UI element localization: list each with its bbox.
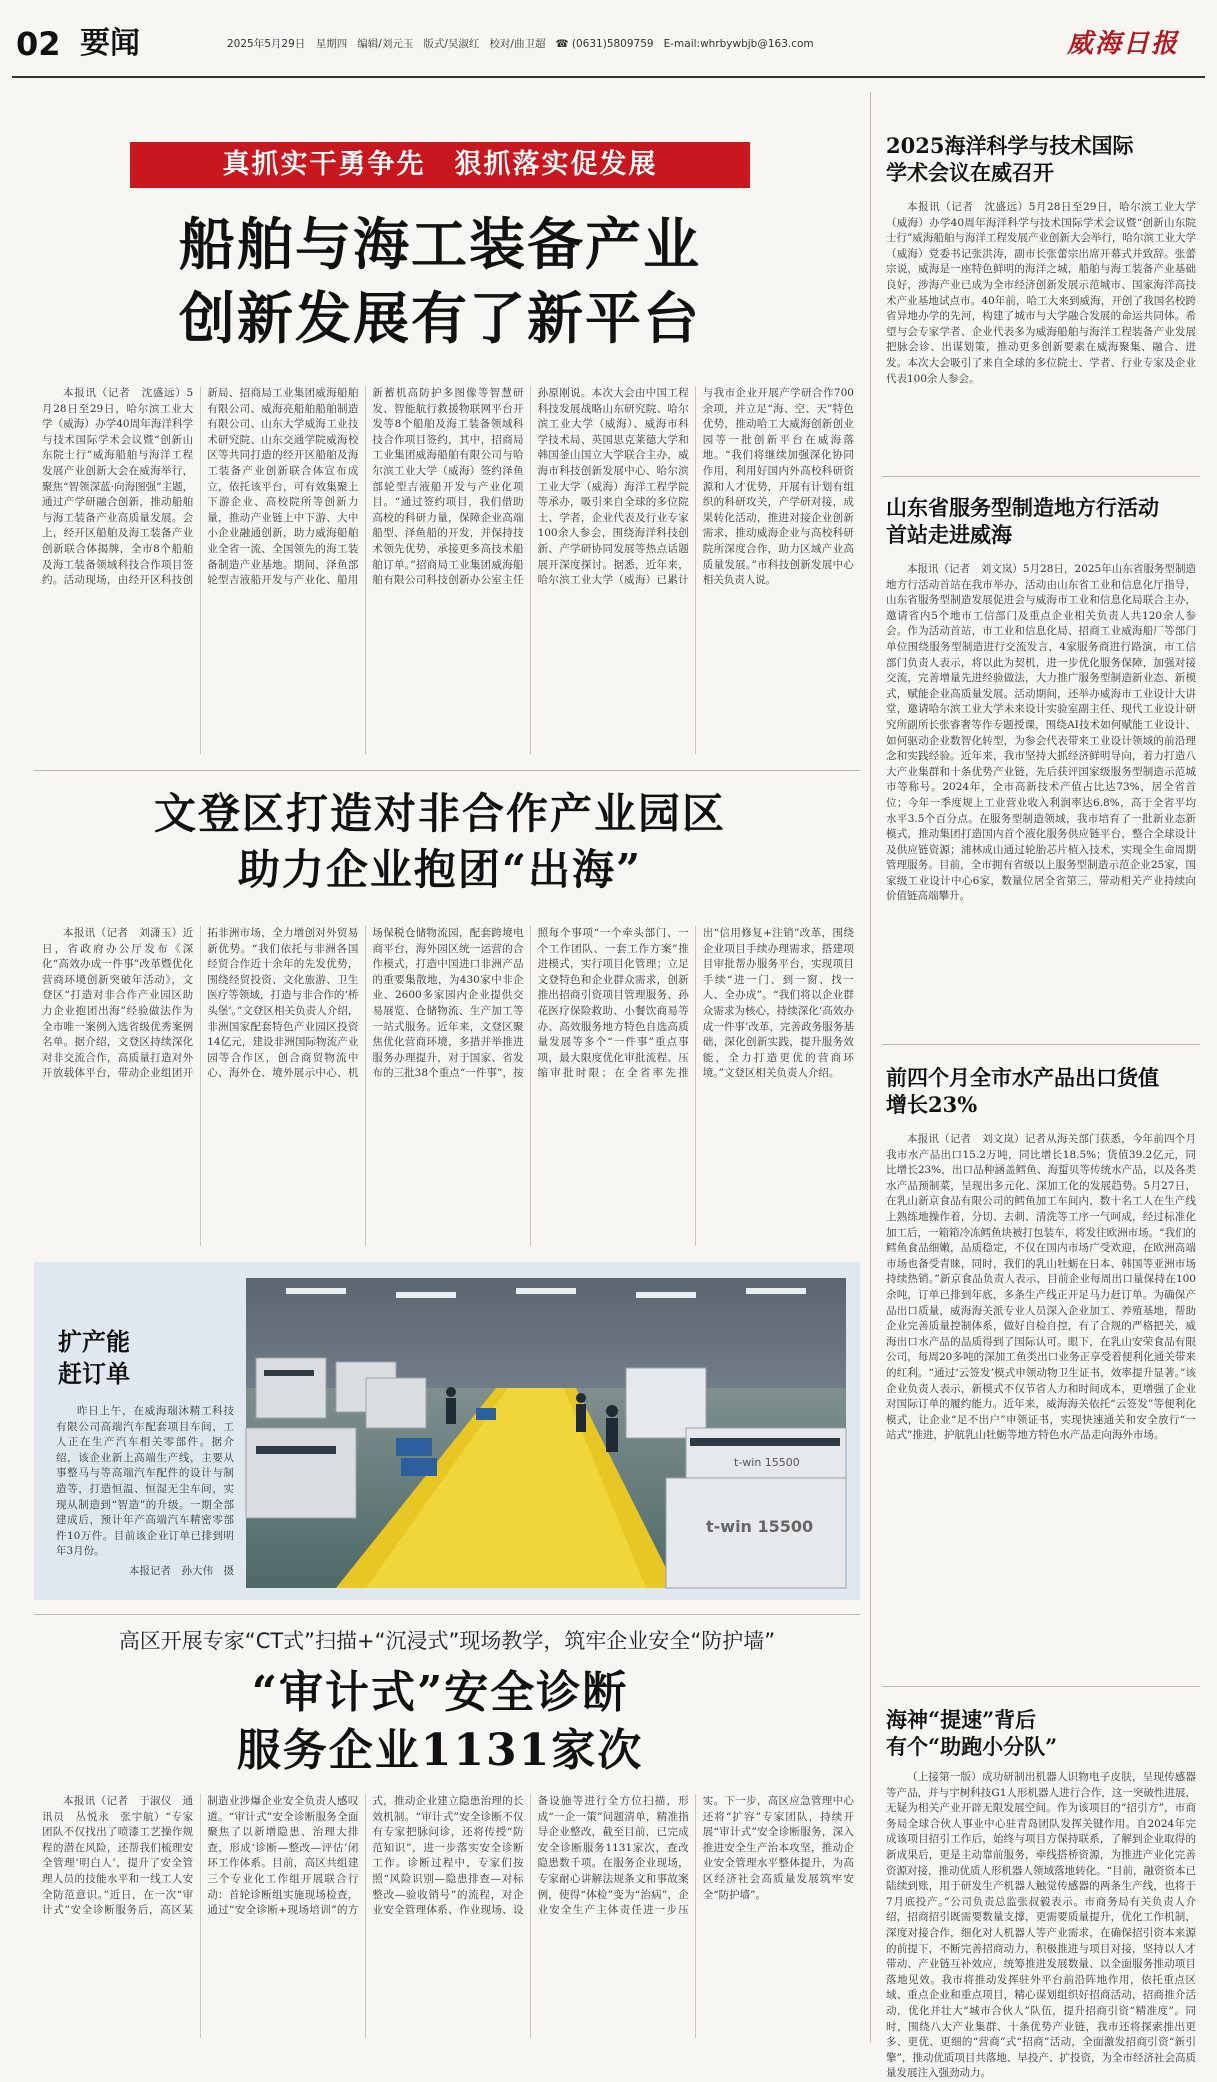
sidebar-divider-2 (882, 1044, 1200, 1045)
side4-body: （上接第一版）成功研制出机器人识物电子皮肤，呈现传感器等产品，并与宇树科技G1人形机器人进行合作，这一突破性进展，无疑为相关产业开辟无限发展空间。作为该项目的“招引方”，市商务局全球合伙人事业中心驻青岛团队发挥关键作用。自2024年完成该项目招引工作后，始终与项目方保持联系，了解到企业取得的新成果后，更是主动靠前服务，牵线搭桥资源，为推进产业化完善资源对接，推动优质人形机器人领域落地转化。“目前，融资资本已陆续到账，用于研发生产机器人触觉传感器的两条生产线，也将于7月底投产。”公司负责总监张叔毅表示。市商务局有关负责人介绍，招商招引既需要数量支撑，更需要质量提升，优化工作机制，深度对接合作，细化对人机器人等产业需求，在确保招引资本来源的前提下，不断完善招商动力，积极推进与项目对接，坚持以人才带动、产业链互补效应，统筹推进发展数量、以全面服务推动项目落地见效。我市将推动发挥驻外平台前沿阵地作用，依托重点区域、重点企业和重点项目，精心谋划组织好招商活动，招商推介活动，优化并壮大“城市合伙人”队伍，提升招商引资“精准度”。同时，围绕八大产业集群、十条优势产业链，我市还将探索推出更多、更优、更细的“营商”式“招商”活动，全面激发招商引资“新引擎”，推动优质项目共落地、早投产、扩投资，为全市经济社会高质量发展注入强劲动力。 (886, 1771, 1196, 2080)
side3-title-line1: 前四个月全市水产品出口货值 (886, 1065, 1159, 1090)
page-header (12, 14, 1205, 74)
machine-label-2: t-win 15500 (706, 1517, 814, 1536)
article2-title (60, 786, 820, 898)
side3-body: 本报讯（记者 刘文岚）记者从海关部门获悉，今年前四个月我市水产品出口15.2万吨，同比增长18.5%；货值39.2亿元，同比增长23%，出口品种涵盖鳕鱼、海蜇贝等传统水产品，以及各类水产品预制菜，呈现出多元化、深加工化的发展趋势。5月27日，在乳山新京食品有限公司的鳕鱼加工车间内，数十名工人在生产线上熟练地操作着，分切、去刺、清洗等工序一气呵成，经过标准化加工后，一箱箱冷冻鳕鱼块被打包装车，将发往欧洲市场。“我们的鳕鱼食品细嫩，品质稳定，不仅在国内市场广受欢迎，在欧洲高端市场也备受青睐，同时，我们的乳山牡蛎在日本、韩国等亚洲市场持续热销。”新京食品负责人表示，目前企业每周出口量保持在100余吨，订单已排到年底，多条生产线正开足马力赶订单。为确保产品出口质量，威海海关派专业人员深入企业加工、养殖基地，帮助企业完善质量控制体系，做好自检自控，有了合规的严格把关，威海出口水产品的品质得到了国际认可。眼下，在乳山安荣食品有限公司，每周20多吨的深加工鱼类出口业务正享受着便利化通关带来的红利。“通过‘云签发’模式申领动物卫生证书，效率提升显著。”该企业负责人表示，新模式不仅节省人力和时间成本，更增强了企业对国际订单的履约能力。近年来，威海海关依托“云签发”等便利化模式，让企业“足不出户”申领证书，实现快速通关和安全放行“一站式”推进，护航乳山牡蛎等地方特色水产品走向海外市场。 (886, 1133, 1196, 1442)
sidebar-story-4 (886, 1706, 1196, 2080)
article2-title-line2: 助力企业抱团“出海” (237, 845, 643, 894)
phone: (0631)5809759 (571, 38, 654, 50)
side3-title (886, 1064, 1196, 1118)
side1-title (886, 132, 1196, 186)
side3-title-line2: 增长23% (886, 1092, 978, 1117)
side2-body: 本报讯（记者 刘文岚）5月28日，2025年山东省服务型制造地方行活动首站在我市举办，活动由山东省工业和信息化厅指导，山东省服务型制造发展促进会与威海市工业和信息化局联合主办，邀请省内5个地市工信部门及重点企业相关负责人共120余人参会。作为活动首站，市工业和信息化局、招商工业威海船厂等部门单位围绕服务型制造进行交流发言，4家服务商进行路演，市工信部门负责人表示，将以此为契机，进一步优化服务保障，加强对接交流，完善增量先进经验做法，大力推广服务型制造新业态、新模式，赋能企业高质量发展。活动期间，还举办威海市工业设计大讲堂，邀请哈尔滨工业大学未来设计实验室副主任、现代工业设计研究所副所长张睿奢等作专题授课，围绕AI技术如何赋能工业设计、如何驱动企业数智化转型，为参会代表带来工业设计领域的前沿理念和实践经验。近年来，我市坚持大抓经济鲜明导向，着力打造八大产业集群和十条优势产业链，先后获评国家级服务型制造示范城市等称号。2024年，全市高新技术产值占比达73%，居全省首位；今年一季度规上工业营业收入利润率达6.8%，高于全省平均水平3.5个百分点。在服务型制造领域，我市培育了一批新业态新模式，推动集团打造国内首个液化服务供应链平台，整合全球设计及供应链资源；浦林成山通过轮胎芯片植入技术，实现全生命周期管理服务。目前，全市拥有省级以上服务型制造示范企业25家，国家级工业设计中心6家，数量位居全省第三，带动相关产业持续向价值链高端攀升。 (886, 563, 1196, 903)
header-rule (12, 76, 1205, 78)
article2-body: 本报讯（记者 刘潇玉）近日，省政府办公厅发布《深化“高效办成一件事”改革暨优化营商环境创新突破年活动》，文登区“打造对非合作产业园区助力企业抱团出海”经验做法作为全市唯一案例入选省级优秀案例名单。据介绍，文登区持续深化对非交流合作，高质量打造对外开放载体平台，带动企业组团开拓非洲市场，全力增创对外贸易新优势。“我们依托与非洲各国经贸合作近十余年的先发优势，围绕经贸投资、文化旅游、卫生医疗等领域，打造与非合作的‘桥头堡’。”文登区相关负责人介绍，非洲国家配套特色产业园区投资14亿元，建设非洲国际物流产业园等合作区，创合商贸物流中心、海外仓、境外展示中心、机场保税仓储物流园，配套跨境电商平台，海外园区统一运营的合作模式，打造中国进口非洲产品的重要集散地，为430家中非企业、2600多家园内企业提供交易展览、仓储物流、生产加工等一站式服务。近年来，文登区聚焦优化营商环境，多措并举推进服务办理提升，对于国家、省发布的三批38个重点“一件事”，按照每个事项“一个牵头部门、一个工作团队、一套工作方案”推进模式，实行项目化管理；立足文登特色和企业群众需求，创新推出招商引资项目管理服务、孙花医疗保险救助、小餐饮商易等办、高效服务地方特色自选高质量发展等多个“一件事”重点事项，最大限度优化审批流程、压缩审批时限；在全省率先推出“信用修复+注销”改革，围绕企业项目手续办理需求，搭建项目审批帮办服务平台，实现项目手续“进一门、到一窗、找一人、全办成”。“我们将以企业群众需求为核心，持续深化‘高效办成一件事’改革，完善政务服务基础，深化创新实践，提升服务效能，全力打造更优的营商环境。”文登区相关负责人介绍。 (42, 927, 854, 1080)
layout-editor: 版式/吴淑红 (423, 38, 480, 50)
side2-title-line1: 山东省服务型制造地方行活动 (886, 495, 1159, 520)
header-meta (227, 36, 814, 52)
article1-title-line1: 船舶与海工装备产业 (179, 212, 701, 278)
article1-body: 本报讯（记者 沈盛远）5月28日至29日，哈尔滨工业大学（威海）办学40周年海洋科学与技术国际学术会议暨“创新山东院士行”威海船舶与海洋工程发展产业创新大会在威海举行，聚焦“智领深蓝·向海图强”主题，通过产学研融合创新，推动船舶与海工装备产业高质量发展。会上，经开区船舶及海工装备产业创新联合体揭牌，全市8个船舶及海工装备领域科技合作项目签约。活动现场，由经开区科技创新局、招商局工业集团威海船舶有限公司、威海亮船舶船舶制造有限公司、山东大学威海工业技术研究院、山东交通学院威海校区等共同打造的经开区船舶及海工装备产业创新联合体宣布成立，依托该平台，可有效集聚上下游企业、高校院所等创新力量，推动产业链上中下游、大中小企业融通创新，助力威海船舶业全省一流、全国领先的海工装备制造产业基地。期间，泽鱼部轮型吉液船开发与产业化、船用新蓄机高防护多图像等智慧研发、智能航行救援物联网平台开发等8个船舶及海工装备领域科技合作项目签约，其中，招商局工业集团威海船舶有限公司与哈尔滨工业大学（威海）签约泽鱼部轮型吉液船开发与产业化项目。“通过签约项目，我们借助高校的科研力量，保障企业高端船型、泽鱼船的开发，并保持技术领先优势，承接更多高技术船舶订单。”招商局工业集团威海船舶有限公司科技创新办公室主任孙原刚说。本次大会由中国工程科技发展战略山东研究院、哈尔滨工业大学（威海）、威海市科学技术局、英国思克莱德大学和韩国釜山国立大学联合主办，威海市科技创新发展中心、哈尔滨工业大学（威海）海洋工程学院等承办，吸引来自全球的多位院士、学者，企业代表及行业专家100余人参会，围绕海洋科技创新、产学研协同发展等热点话题展开深度探讨。据悉，近年来，哈尔滨工业大学（威海）已累计与我市企业开展产学研合作700余项，并立足“海、空、天”特色优势，推动哈工大威海创新创业园等一批创新平台在威海落地。“我们将继续加强深化协同作用，利用好国内外高校科研资源和人才优势，开展有计划有组织的科研攻关，产学研对接，成果转化活动，推进对接企业创新需求，推动威海企业与高校科研院所深度合作，助力区域产业高质量发展。”市科技创新发展中心相关负责人说。 (42, 387, 854, 587)
machine-label-1: t-win 15500 (734, 1456, 800, 1469)
email: E-mail:whrbywbjb@163.com (663, 38, 814, 50)
sidebar-divider-3 (882, 1686, 1200, 1687)
side2-title-line2: 首站走进威海 (886, 522, 1012, 547)
photo-title-line1: 扩产能 (58, 1327, 130, 1356)
photo-caption: 昨日上午，在威海瑞沐精工科技有限公司高端汽车配套项目车间，工人正在生产汽车相关零部件。据介绍，该企业新上高端生产线，主要从事整马与等高端汽车配件的设计与制造等，打造恒温、恒湿无尘车间，实现从制造到“智造”的升级。一期全部建成后，预计年产高端汽车精密零部件10万件。目前该企业订单已排到明年3月份。 (56, 1405, 234, 1558)
photo-block (34, 1262, 860, 1600)
issue-date: 2025年5月29日 星期四 (227, 38, 348, 50)
phone-icon: ☎ (555, 38, 569, 50)
article3-title-line1: “审计式”安全诊断 (251, 1667, 629, 1718)
sidebar-divider-1 (882, 476, 1200, 477)
side1-title-line1: 2025海洋科学与技术国际 (886, 133, 1134, 158)
article3-title (60, 1664, 820, 1780)
masthead-logo: 威海日报 (1067, 29, 1180, 59)
side4-title (886, 1706, 1196, 1760)
section-name: 要闻 (80, 26, 140, 61)
side2-title (886, 494, 1196, 548)
editor: 编辑/刘元玉 (357, 38, 414, 50)
side1-title-line2: 学术会议在威召开 (886, 160, 1054, 185)
side4-title-line1: 海神“提速”背后 (886, 1707, 1037, 1732)
photo-title-line2: 赶订单 (58, 1359, 130, 1388)
sidebar-story-2 (886, 494, 1196, 1028)
campaign-banner: 真抓实干勇争先 狠抓落实促发展 (130, 142, 750, 188)
article3-kicker: 高区开展专家“CT式”扫描+“沉浸式”现场教学，筑牢企业安全“防护墙” (118, 1629, 776, 1653)
proofreader: 校对/曲卫超 (489, 38, 546, 50)
divider-1 (34, 770, 860, 771)
article2-title-line1: 文登区打造对非合作产业园区 (153, 789, 726, 838)
side1-body: 本报讯（记者 沈盛远）5月28日至29日，哈尔滨工业大学（威海）办学40周年海洋科学与技术国际学术会议暨“创新山东院士行”威海船舶与海洋工程发展产业创新大会举行，哈尔滨工业大学（威海）党委书记张洪涛，副市长张蕾宗出席开幕式并致辞。张蕾宗说，威海是一座特色鲜明的海洋之城，船舶与海工装备产业基础良好，涉海产业已成为全市经济创新发展示范城市、国家海洋高技术产业基地试点市。40年前，哈工大来到威海，开创了我国名校跨省异地办学的先河，构建了城市与大学融合发展的命运共同体。希望与会专家学者、企业代表多为威海船舶与海洋工程装备产业发展把脉会诊、出谋划策，推动更多创新要素在威海聚集、融合、迸发。本次大会吸引了来自全球的多位院士、学者、行业专家及企业代表100余人参会。 (886, 201, 1196, 385)
sidebar-story-1 (886, 132, 1196, 470)
article3-title-line2: 服务企业1131家次 (236, 1725, 644, 1776)
sidebar-rule (870, 92, 871, 2042)
page-number: 02 (16, 25, 61, 63)
photo-title (58, 1326, 228, 1390)
sidebar-story-3 (886, 1064, 1196, 1632)
side4-title-line2: 有个“助跑小分队” (886, 1734, 1058, 1759)
article1-title (60, 208, 820, 356)
article3-body: 本报讯（记者 于淑仪 通讯员 丛悦永 张宇航）“专家团队不仅找出了喷漆工艺操作规程的潜在风险，还帮我们梳理安全管理‘明白人’，提升了安全管理人员的技能水平和一线工人安全防范意识。”近日，在一次“审计式”安全诊断服务后，高区某制造业涉爆企业安全负责人感叹道。“审计式”安全诊断服务全面聚焦了以新增隐患、治理大排查，形成‘诊断—整改—评估’闭环工作体系。目前，高区共组建三个专业化工作组开展联合行动：首轮诊断组实施现场检查，通过“安全诊断+现场培训”的方式，推动企业建立隐患治理的长效机制。“审计式”安全诊断不仅有专家把脉问诊，还将传授“防范知识”，进一步落实安全诊断工作。诊断过程中，专家们按照“风险识别—隐患排查—对标整改—验收销号”的流程，对企业安全管理体系、作业现场、设备设施等进行全方位扫描，形成“一企一策”问题清单，精准指导企业整改，截至目前，已完成安全诊断服务1131家次，查改隐患数千项。在服务企业现场，专家耐心讲解法规条文和事故案例，使得“体检”变为“治病”，企业安全生产主体责任进一步压实。下一步，高区应急管理中心还将“扩容”专家团队，持续开展“审计式”安全诊断服务，深入推进安全生产治本攻坚，推动企业安全管理水平整体提升，为高区经济社会高质量发展筑牢安全“防护墙”。 (42, 1795, 854, 1917)
divider-2 (34, 1614, 860, 1615)
photo-credit: 本报记者 孙大伟 摄 (129, 1565, 234, 1577)
factory-photo (246, 1278, 846, 1588)
article1-title-line2: 创新发展有了新平台 (179, 286, 701, 352)
